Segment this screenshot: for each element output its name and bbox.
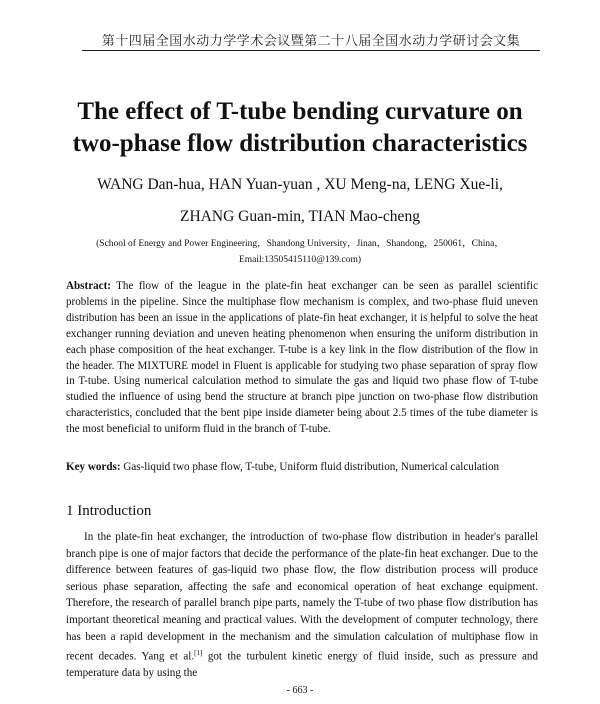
affiliation-line-1: (School of Energy and Power Engineering，Shandong University，Jinan，Shandong，250061，China， [96,239,504,249]
keywords-label: Key words: [66,461,121,473]
authors-line-1: WANG Dan-hua, HAN Yuan-yuan , XU Meng-na, LENG Xue-li, [97,176,503,193]
abstract [66,279,538,438]
citation-ref: [1] [194,649,203,658]
page-number: - 663 - [286,685,314,696]
affiliation-email: Email:13505415110@139.com) [238,255,362,265]
title-line-1: The effect of T-tube bending curvature on [77,98,523,125]
intro-text-b: got the turbulent kinetic energy of fluid inside, such as pressure and temperature data by using the [66,650,538,680]
paper-title [60,96,540,160]
running-header: 第十四届全国水动力学学术会议暨第二十八届全国水动力学研讨会文集 [101,34,521,49]
section-heading: 1 Introduction [66,503,152,519]
header-divider [82,50,540,51]
keywords [66,459,538,475]
introduction-paragraph [66,529,538,682]
keywords-text: Gas-liquid two phase flow, T-tube, Uniform fluid distribution, Numerical calculation [120,461,500,473]
authors-line-2: ZHANG Guan-min, TIAN Mao-cheng [180,208,420,225]
abstract-label: Abstract: [66,280,111,292]
title-line-2: two-phase flow distribution characteristics [72,130,528,157]
intro-text-a: In the plate-fin heat exchanger, the introduction of two-phase flow distribution in header's parallel branch pipe is one of major factors that decide the performance of the plate-fin heat exchanger. Due to the difference between features of gas-liquid two phase flow, the flow distribution process will produce serious phase separation, affecting the safe and economical operation of heat exchange equipment. Therefore, the research of parallel branch pipe parts, namely the T-tube of two phase flow distribution has important theoretical meaning and practical values. With the development of computer technology, there has been a rapid development in the mechanism and the simulation calculation of multiphase flow in recent decades. Yang et al. [66,531,538,663]
abstract-text: The flow of the league in the plate-fin heat exchanger can be seen as parallel scientific problems in the pipeline. Since the multiphase flow mechanism is complex, and two-phase fluid uneven distribution has been an issue in the applications of plate-fin heat exchanger, it is helpful to solve the heat exchanger running deviation and uneven heating phenomenon when ensuring the uniform distribution in each phase composition of the heat exchanger. T-tube is a key link in the flow distribution of the flow in the header. The MIXTURE model in Fluent is applicable for studying two phase separation of spray flow in T-tube. Using numerical calculation method to simulate the gas and liquid two phase flow of T-tube studied the influence of using bend the structure at branch pipe junction on two-phase flow distribution characteristics, concluded that the bent pipe inside diameter being about 2.5 times of the tube diameter is the most beneficial to uniform fluid in the branch of T-tube. [66,280,538,436]
